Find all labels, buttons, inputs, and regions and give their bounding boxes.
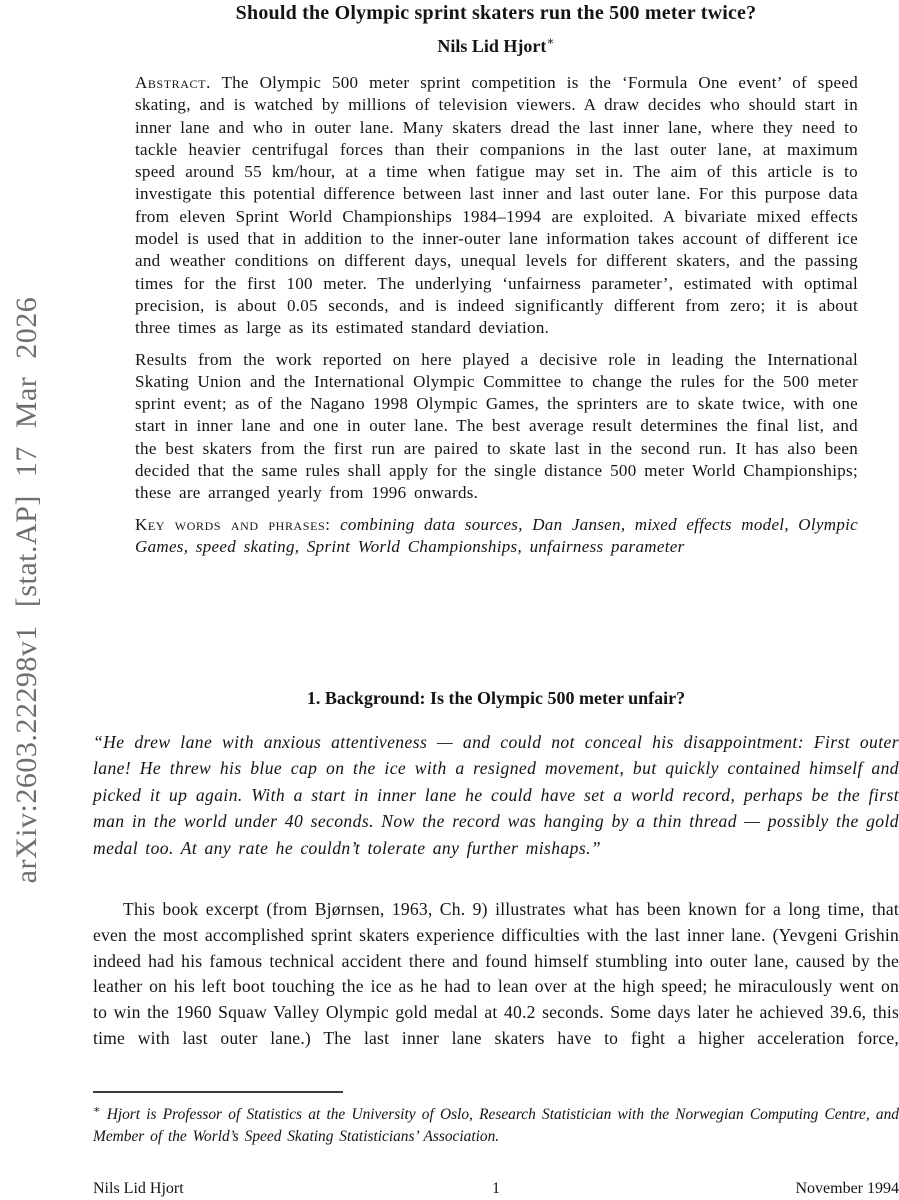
- page-footer: [93, 1180, 899, 1200]
- footnote: [93, 1100, 899, 1147]
- author-name: Nils Lid Hjort: [437, 36, 547, 56]
- footnote-rule: [93, 1091, 343, 1093]
- keywords-label: Key words and phrases:: [135, 514, 331, 534]
- page-number: 1: [492, 1180, 500, 1197]
- paper-title: Should the Olympic sprint skaters run the 500 meter twice?: [235, 2, 757, 24]
- body-paragraph: This book excerpt (from Bjørnsen, 1963, Ch. 9) illustrates what has been known for a long time, that even the most accomplished sprint skaters experience difficulties with the last inner lane. (Yevgeni Grishin indeed had his famous technical accident there and found himself stumbling into outer lane, caused by the leather on his left boot touching the ice as he had to lean over at the high speed; he miraculously went on to win the 1960 Squaw Valley Olympic gold medal at 40.2 seconds. Some days later he achieved 39.6, this time with last outer lane.) The last inner lane skaters have to fight a higher acceleration force,: [93, 899, 899, 1048]
- footnote-marker: ∗: [93, 1104, 101, 1116]
- arxiv-watermark: arXiv:2603.22298v1 [stat.AP] 17 Mar 2026: [10, 296, 43, 884]
- author-line: [93, 34, 899, 57]
- abstract-label: Abstract.: [135, 73, 211, 92]
- footnote-text: Hjort is Professor of Statistics at the University of Oslo, Research Statistician with the Norwegian Computing Centre, and Member of the World’s Speed Skating Statisticians’ Association.: [93, 1106, 899, 1145]
- section-1-heading: 1. Background: Is the Olympic 500 meter unfair?: [306, 688, 686, 708]
- keywords-text: combining data sources, Dan Jansen, mixed effects model, Olympic Games, speed skating, Sprint World Championships, unfairness parameter: [135, 514, 858, 556]
- footer-author: Nils Lid Hjort: [93, 1180, 184, 1197]
- footer-date: November 1994: [795, 1180, 899, 1197]
- abstract-block: [135, 72, 858, 558]
- abstract-text-1: The Olympic 500 meter sprint competition is the ‘Formula One event’ of speed skating, and is watched by millions of television viewers. A draw decides who should start in inner lane and who in outer lane. Many skaters dread the last inner lane, where they need to tackle heavier centrifugal forces than their companions in the last outer lane, at maximum speed around 55 km/hour, at a time when fatigue may set in. The aim of this article is to investigate this potential difference between last inner and last outer lane. For this purpose data from eleven Sprint World Championships 1984–1994 are exploited. A bivariate mixed effects model is used that in addition to the inner-outer lane information takes account of different ice and weather conditions on different days, unequal levels for different skaters, and the passing times for the first 100 meter. The underlying ‘unfairness parameter’, estimated with optimal precision, is about 0.05 seconds, and is indeed significantly different from zero; it is about three times as large as its estimated standard deviation.: [135, 73, 858, 338]
- keywords-paragraph: [135, 514, 858, 559]
- opening-quote: “He drew lane with anxious attentiveness — and could not conceal his disappointment: First outer lane! He threw his blue cap on the ice with a resigned movement, but quickly contained himself and picked it up again. With a start in inner lane he could have set a world record, perhaps be the first man in the world under 40 seconds. Now the record was hanging by a thin thread — possibly the gold medal too. At any rate he couldn’t tolerate any further mishaps.”: [93, 732, 899, 858]
- abstract-paragraph-2: Results from the work reported on here played a decisive role in leading the International Skating Union and the International Olympic Committee to change the rules for the 500 meter sprint event; as of the Nagano 1998 Olympic Games, the sprinters are to skate twice, with one start in inner lane and one in outer lane. The best average result determines the final list, and the best skaters from the first run are paired to skate last in the second run. It has also been decided that the same rules shall apply for the single distance 500 meter World Championships; these are arranged yearly from 1996 onwards.: [135, 349, 858, 503]
- author-footnote-marker: ∗: [546, 34, 555, 48]
- abstract-paragraph-1: [135, 72, 858, 340]
